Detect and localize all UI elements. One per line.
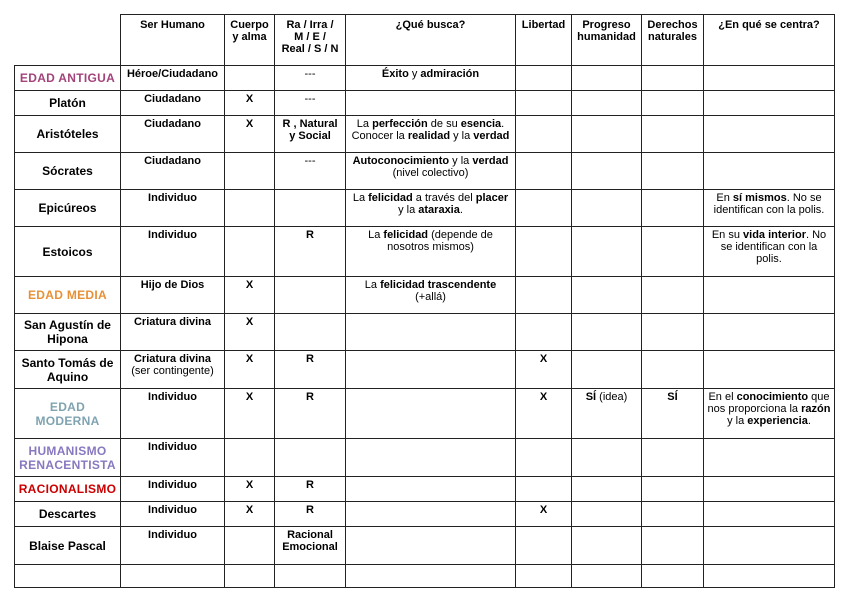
cell-progreso [572,439,642,477]
cell-cuerpo [225,351,275,389]
cell-centra [704,190,835,227]
busca-fragment: Autoconocimiento [352,155,450,167]
estoicos-name: Estoicos [42,244,93,259]
busca-fragment: . [501,118,505,130]
pascal-ra-line2: Emocional [282,541,338,553]
cell-cuerpo [225,527,275,565]
progreso-idea: (idea) [596,391,628,403]
header-row [15,15,835,66]
busca-fragment: y la [398,204,419,216]
platon-name: Platón [49,96,86,110]
cell-centra [704,116,835,153]
centra-fragment: En el [708,391,737,403]
cell-ra [275,439,346,477]
cell-derechos [642,277,704,314]
busca-fragment: La [368,229,384,241]
centra-fragment: conocimiento [736,391,809,403]
cell-derechos [642,502,704,527]
san-agustin-ser: Criatura divina [133,316,212,328]
centra-fragment: y la [727,415,748,427]
cell-derechos [642,66,704,91]
cell-centra [704,502,835,527]
cell-busca [346,314,516,351]
header-libertad-label: Libertad [521,19,566,31]
cell-empty [704,565,835,588]
header-ser-humano [121,15,225,66]
header-busca-label: ¿Qué busca? [395,19,466,31]
header-derechos-line1: Derechos [647,19,698,31]
aristoteles-name: Aristóteles [36,127,99,141]
row-pascal [15,527,835,565]
row-socrates [15,153,835,190]
cell-centra [704,227,835,277]
cell-cuerpo [225,314,275,351]
cell-libertad [516,153,572,190]
row-label-descartes [15,502,121,527]
edad-antigua-ra: --- [304,68,316,80]
cell-empty [275,565,346,588]
header-cuerpo-line2: y alma [232,31,267,43]
santo-tomas-cuerpo-mark: X [245,353,254,365]
cell-ra [275,190,346,227]
socrates-name: Sócrates [42,164,93,178]
edad-moderna-derechos: SÍ [667,391,678,403]
cell-derechos [642,91,704,116]
header-ra-line3: Real / S / N [281,43,339,55]
cell-centra [704,314,835,351]
cell-busca [346,190,516,227]
cell-busca [346,389,516,439]
epicureos-name: Epicúreos [38,201,97,215]
header-progreso-line2: humanidad [577,31,636,43]
edad-media-name: EDAD MEDIA [27,288,107,302]
cell-ser [121,389,225,439]
cell-busca [346,91,516,116]
edad-moderna-cuerpo-mark: X [245,391,254,403]
cell-libertad [516,351,572,389]
san-agustin-cuerpo-mark: X [245,316,254,328]
cell-libertad [516,477,572,502]
header-que-busca [346,15,516,66]
cell-derechos [642,477,704,502]
epicureos-ser: Individuo [148,192,197,204]
cell-progreso [572,389,642,439]
header-centra-label: ¿En qué se centra? [718,19,820,31]
humanismo-name-line2: RENACENTISTA [19,457,116,472]
busca-fragment: (nivel colectivo) [392,167,469,179]
busca-fragment: nosotros mismos) [387,241,474,253]
row-label-edad-media [15,277,121,314]
descartes-ser: Individuo [148,504,197,516]
platon-ra: --- [304,93,316,105]
progreso-si: SÍ [585,391,597,403]
cell-ser [121,314,225,351]
edad-moderna-name-line2: MODERNA [35,413,100,428]
cell-busca [346,527,516,565]
cell-centra [704,153,835,190]
edad-media-cuerpo-mark: X [245,279,254,291]
cell-libertad [516,527,572,565]
header-libertad [516,15,572,66]
cell-libertad [516,190,572,227]
cell-ser [121,351,225,389]
estoicos-ser: Individuo [148,229,197,241]
row-aristoteles [15,116,835,153]
cell-busca [346,66,516,91]
aristoteles-ser: Ciudadano [144,118,201,130]
cell-ra [275,277,346,314]
cell-ra [275,227,346,277]
cell-derechos [642,190,704,227]
cell-ra [275,389,346,439]
cell-ser [121,227,225,277]
cell-derechos [642,351,704,389]
row-edad-media [15,277,835,314]
cell-progreso [572,190,642,227]
row-descartes [15,502,835,527]
cell-ser [121,502,225,527]
row-edad-antigua [15,66,835,91]
centra-fragment: razón [801,403,831,415]
cell-busca [346,116,516,153]
descartes-cuerpo-mark: X [245,504,254,516]
row-label-epicureos [15,190,121,227]
busca-fragment: esencia [460,118,502,130]
cell-ser [121,527,225,565]
cell-cuerpo [225,66,275,91]
cell-progreso [572,502,642,527]
cell-derechos [642,227,704,277]
row-label-racionalismo [15,477,121,502]
cell-ser [121,116,225,153]
centra-fragment: experiencia [747,415,808,427]
cell-cuerpo [225,439,275,477]
header-ra-line1: Ra / Irra / [286,19,334,31]
cell-empty [346,565,516,588]
centra-fragment: se identifican con la [720,241,818,253]
cell-ser [121,477,225,502]
racionalismo-ser: Individuo [148,479,197,491]
cell-derechos [642,153,704,190]
cell-progreso [572,227,642,277]
cell-centra [704,389,835,439]
row-label-san-agustin [15,314,121,351]
row-label-platon [15,91,121,116]
cell-ser [121,190,225,227]
pascal-ra-line1: Racional [287,529,333,541]
busca-fragment: (depende de [428,229,493,241]
edad-moderna-ser: Individuo [148,391,197,403]
cell-ra [275,351,346,389]
header-progreso-line1: Progreso [582,19,631,31]
busca-fragment: y la [450,130,474,142]
cell-progreso [572,116,642,153]
socrates-ser: Ciudadano [144,155,201,167]
platon-ser: Ciudadano [144,93,201,105]
descartes-libertad-mark: X [539,504,548,516]
cell-libertad [516,439,572,477]
cell-progreso [572,277,642,314]
edad-moderna-ra: R [306,391,314,403]
cell-derechos [642,439,704,477]
busca-fragment: . [459,204,463,216]
santo-tomas-ser-line2: (ser contingente) [131,365,214,377]
busca-fragment: de su [427,118,461,130]
santo-tomas-ra: R [306,353,314,365]
centra-fragment: nos proporciona la [707,403,802,415]
cell-derechos [642,116,704,153]
row-racionalismo [15,477,835,502]
san-agustin-name-line1: San Agustín de [24,318,111,332]
busca-fragment: ataraxia [418,204,460,216]
edad-moderna-name-line1: EDAD [49,399,86,414]
header-derechos-line2: naturales [648,31,697,43]
cell-cuerpo [225,389,275,439]
san-agustin-name-line2: Hipona [47,332,88,346]
cell-ra [275,91,346,116]
cell-progreso [572,91,642,116]
santo-tomas-name-line1: Santo Tomás de [21,355,114,370]
row-humanismo [15,439,835,477]
cell-derechos [642,314,704,351]
cell-centra [704,439,835,477]
descartes-name: Descartes [38,507,97,521]
philosophy-table-container [14,14,835,588]
header-derechos [642,15,704,66]
cell-busca [346,351,516,389]
busca-fragment: realidad [407,130,451,142]
edad-moderna-libertad-mark: X [539,391,548,403]
centra-fragment: . No [805,229,827,241]
cell-progreso [572,527,642,565]
cell-libertad [516,277,572,314]
busca-fragment: a través del [412,192,476,204]
cell-derechos [642,389,704,439]
aristoteles-ra-line2: y Social [289,130,331,142]
cell-cuerpo [225,153,275,190]
row-estoicos [15,227,835,277]
header-en-que-se-centra [704,15,835,66]
row-label-humanismo [15,439,121,477]
busca-fragment: La [356,118,373,130]
busca-fragment: Conocer la [351,130,408,142]
centra-fragment: En [716,192,733,204]
busca-fragment: perfección [372,118,428,130]
cell-cuerpo [225,190,275,227]
cell-busca [346,439,516,477]
cell-libertad [516,389,572,439]
cell-ra [275,153,346,190]
busca-fragment: (+allá) [415,291,446,303]
cell-cuerpo [225,227,275,277]
header-cuerpo-alma [225,15,275,66]
racionalismo-cuerpo-mark: X [245,479,254,491]
cell-centra [704,277,835,314]
aristoteles-cuerpo-mark: X [245,118,254,130]
row-label-edad-antigua [15,66,121,91]
aristoteles-ra-line1: R , Natural [282,118,338,130]
cell-centra [704,91,835,116]
edad-antigua-ser: Héroe/Ciudadano [126,68,219,80]
pascal-name: Blaise Pascal [29,538,106,553]
centra-fragment: vida interior [743,229,806,241]
edad-media-ser: Hijo de Dios [140,279,205,291]
cell-cuerpo [225,277,275,314]
estoicos-ra: R [306,229,314,241]
cell-busca [346,277,516,314]
centra-fragment: que [808,391,830,403]
header-ra-line2: M / E / [294,31,326,43]
busca-fragment: y [408,68,421,80]
cell-libertad [516,502,572,527]
busca-fragment: La [352,192,369,204]
humanismo-name-line1: HUMANISMO [28,443,107,458]
cell-libertad [516,227,572,277]
busca-fragment: verdad [472,155,509,167]
platon-cuerpo-mark: X [245,93,254,105]
header-progreso [572,15,642,66]
cell-ser [121,277,225,314]
cell-ra [275,527,346,565]
cell-ra [275,314,346,351]
cell-libertad [516,91,572,116]
cell-ser [121,153,225,190]
cell-progreso [572,351,642,389]
cell-progreso [572,477,642,502]
busca-fragment: felicidad trascendente [380,279,497,291]
busca-fragment: placer [475,192,509,204]
cell-empty [516,565,572,588]
cell-centra [704,477,835,502]
centra-fragment: polis. [756,253,782,265]
philosophy-comparison-table [14,14,835,588]
row-empty [15,565,835,588]
cell-busca [346,227,516,277]
row-label-edad-moderna [15,389,121,439]
cell-busca [346,502,516,527]
row-label-estoicos [15,227,121,277]
busca-fragment: y la [449,155,473,167]
cell-centra [704,351,835,389]
cell-empty [121,565,225,588]
cell-ser [121,66,225,91]
racionalismo-name: RACIONALISMO [18,482,117,496]
busca-fragment: felicidad [383,229,429,241]
cell-ra [275,66,346,91]
row-label-aristoteles [15,116,121,153]
cell-libertad [516,116,572,153]
centra-fragment: En su [711,229,744,241]
socrates-ra: --- [304,155,316,167]
cell-libertad [516,314,572,351]
cell-cuerpo [225,477,275,502]
row-label-pascal [15,527,121,565]
santo-tomas-libertad-mark: X [539,353,548,365]
centra-fragment: identifican con la polis. [713,204,825,216]
cell-empty [225,565,275,588]
cell-cuerpo [225,502,275,527]
centra-fragment: . [807,415,811,427]
cell-centra [704,66,835,91]
row-epicureos [15,190,835,227]
cell-progreso [572,66,642,91]
row-santo-tomas [15,351,835,389]
busca-fragment: verdad [473,130,510,142]
cell-ra [275,477,346,502]
cell-busca [346,477,516,502]
edad-antigua-name: EDAD ANTIGUA [19,71,116,85]
row-label-santo-tomas [15,351,121,389]
cell-ser [121,91,225,116]
cell-derechos [642,527,704,565]
row-label-socrates [15,153,121,190]
cell-cuerpo [225,116,275,153]
cell-ra [275,502,346,527]
pascal-ser: Individuo [148,529,197,541]
header-ra [275,15,346,66]
santo-tomas-name-line2: Aquino [46,369,89,384]
cell-ra [275,116,346,153]
busca-fragment: admiración [420,68,480,80]
centra-fragment: . No se [786,192,822,204]
row-platon [15,91,835,116]
cell-ser [121,439,225,477]
header-ser-humano-label: Ser Humano [140,19,205,31]
busca-fragment: La [364,279,381,291]
busca-fragment: felicidad [368,192,413,204]
cell-empty [642,565,704,588]
cell-empty [15,565,121,588]
cell-libertad [516,66,572,91]
centra-fragment: sí mismos [732,192,787,204]
cell-busca [346,153,516,190]
racionalismo-ra: R [306,479,314,491]
busca-fragment: Éxito [381,68,409,80]
row-san-agustin [15,314,835,351]
row-edad-moderna [15,389,835,439]
cell-cuerpo [225,91,275,116]
descartes-ra: R [306,504,314,516]
cell-centra [704,527,835,565]
header-corner [15,15,121,66]
santo-tomas-ser-line1: Criatura divina [133,353,212,365]
cell-empty [572,565,642,588]
cell-progreso [572,314,642,351]
humanismo-ser: Individuo [148,441,197,453]
header-cuerpo-line1: Cuerpo [230,19,269,31]
cell-progreso [572,153,642,190]
